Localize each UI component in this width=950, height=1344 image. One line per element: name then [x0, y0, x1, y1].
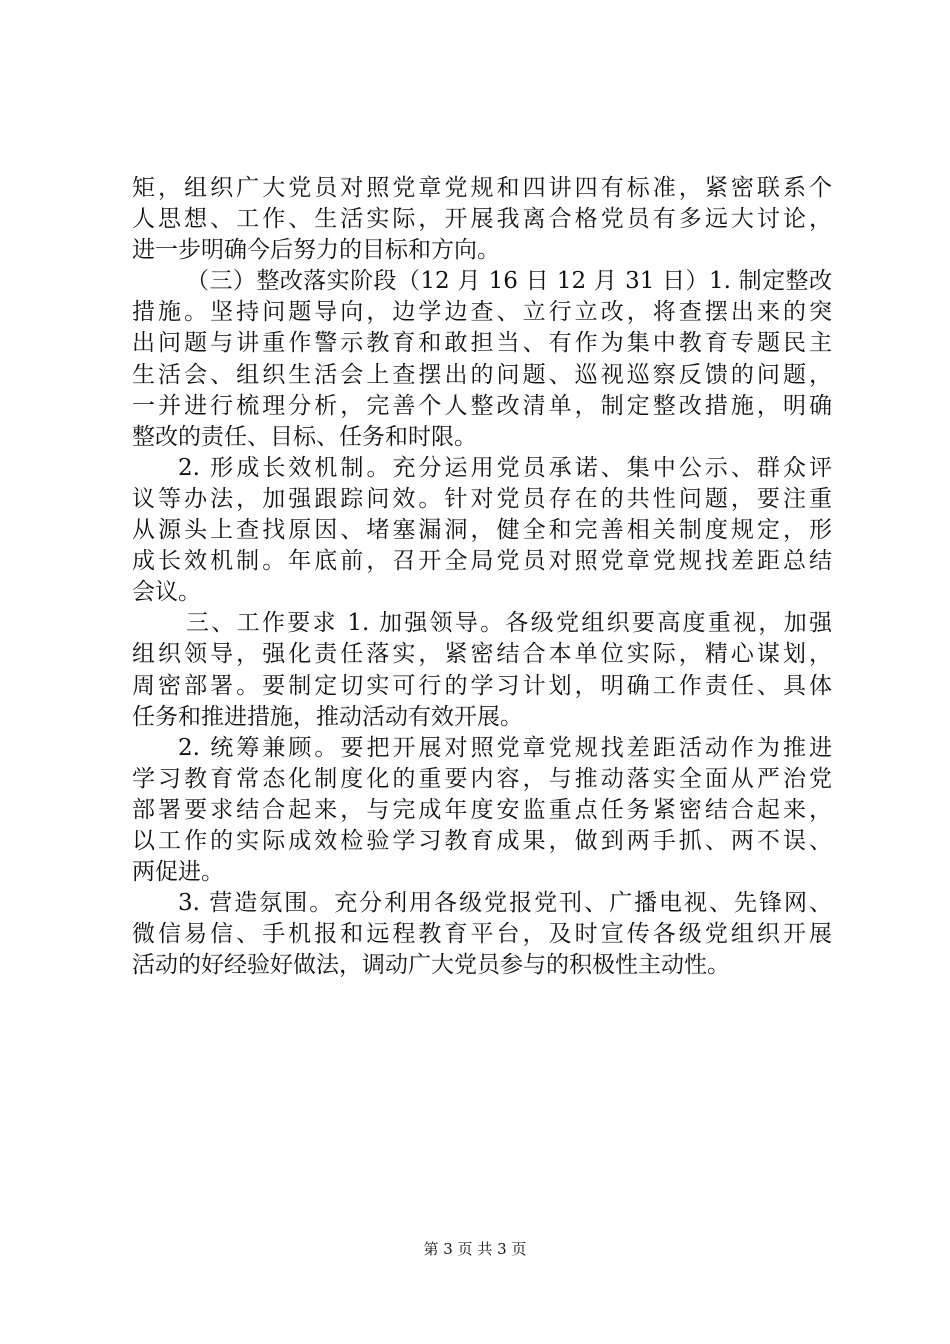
text-line: 微信易信、手机报和远程教育平台，及时宣传各级党组织开展 [132, 921, 832, 948]
text-line: 活动的好经验好做法，调动广大党员参与的积极性主动性。 [132, 952, 730, 979]
page-number-label: 第 3 页 共 3 页 [423, 1240, 527, 1258]
text-line: 学习教育常态化制度化的重要内容，与推动落实全面从严治党 [132, 765, 832, 792]
document-body [132, 173, 832, 981]
text-line: 出问题与讲重作警示教育和敢担当、有作为集中教育专题民主 [132, 330, 832, 357]
section-heading-line: 三、工作要求 1. 加强领导。各级党组织要高度重视，加强 [186, 610, 832, 637]
text-line: 周密部署。要制定切实可行的学习计划，明确工作责任、具体 [132, 672, 832, 699]
text-line: 议等办法，加强跟踪问效。针对党员存在的共性问题，要注重 [132, 485, 832, 512]
text-line: 生活会、组织生活会上查摆出的问题、巡视巡察反馈的问题， [132, 361, 832, 388]
text-line: 任务和推进措施，推动活动有效开展。 [132, 703, 523, 730]
text-line: 一并进行梳理分析，完善个人整改清单，制定整改措施，明确 [132, 392, 832, 419]
paragraph-start-line: 2. 统筹兼顾。要把开展对照党章党规找差距活动作为推进 [178, 734, 832, 761]
text-line: 成长效机制。年底前，召开全局党员对照党章党规找差距总结 [132, 548, 832, 575]
text-line: 进一步明确今后努力的目标和方向。 [132, 237, 500, 264]
text-line: 措施。坚持问题导向，边学边查、立行立改，将查摆出来的突 [132, 299, 832, 326]
paragraph-start-line: 2. 形成长效机制。充分运用党员承诺、集中公示、群众评 [178, 454, 832, 481]
text-line: 两促进。 [132, 859, 224, 886]
section-heading-line: （三）整改落实阶段（12 月 16 日 12 月 31 日）1. 制定整改 [186, 268, 832, 295]
text-line: 整改的责任、目标、任务和时限。 [132, 423, 477, 450]
text-line: 组织领导，强化责任落实，紧密结合本单位实际，精心谋划， [132, 641, 832, 668]
text-line: 矩，组织广大党员对照党章党规和四讲四有标准，紧密联系个 [132, 175, 832, 201]
page-footer [0, 1239, 950, 1259]
text-line: 以工作的实际成效检验学习教育成果，做到两手抓、两不误、 [132, 827, 832, 854]
text-line: 会议。 [132, 579, 201, 606]
text-line: 人思想、工作、生活实际，开展我离合格党员有多远大讨论， [132, 206, 832, 233]
paragraph-start-line: 3. 营造氛围。充分利用各级党报党刊、广播电视、先锋网、 [178, 890, 832, 917]
text-line: 从源头上查找原因、堵塞漏洞，健全和完善相关制度规定，形 [132, 517, 832, 544]
text-line: 部署要求结合起来，与完成年度安监重点任务紧密结合起来， [132, 796, 832, 823]
